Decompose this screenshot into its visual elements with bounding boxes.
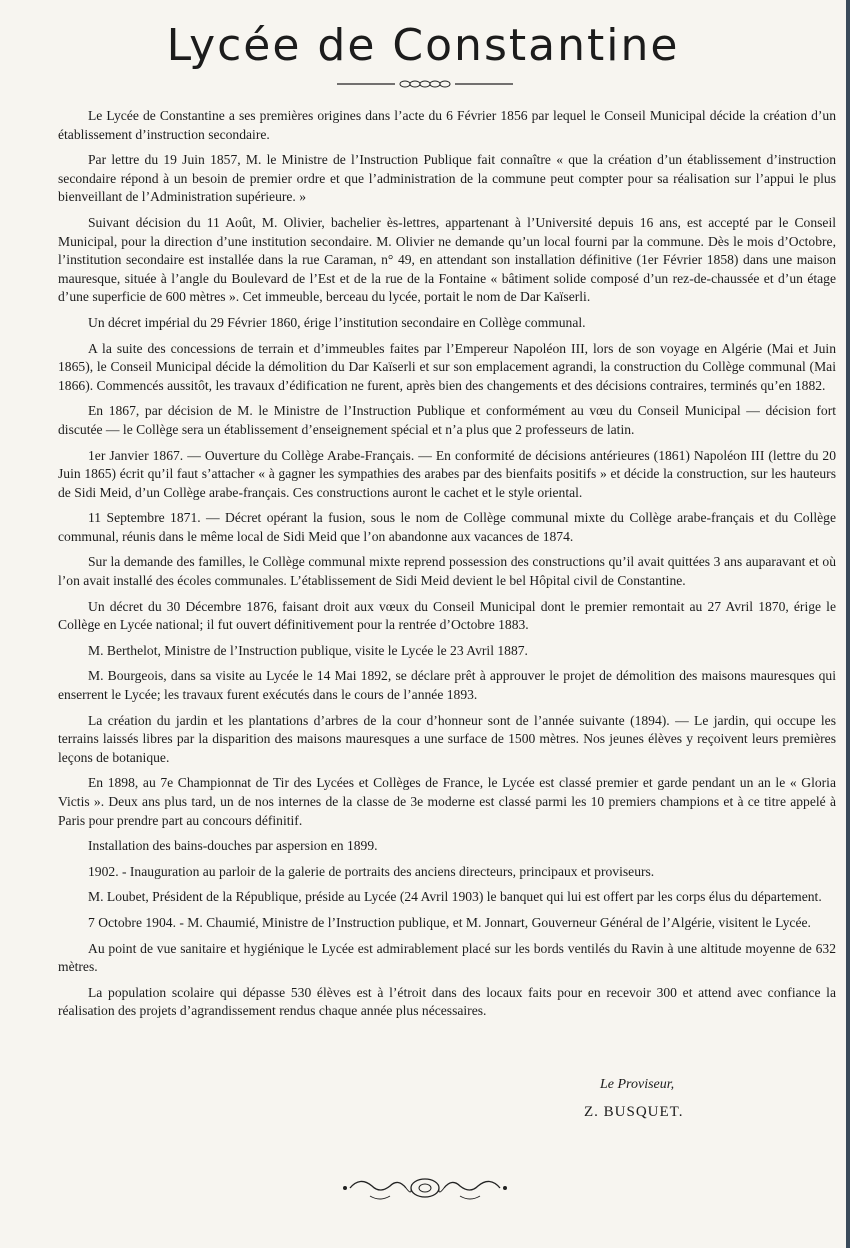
signature-name: Z. BUSQUET.	[584, 1104, 684, 1120]
paragraph: En 1867, par décision de M. le Ministre de l’Instruction Publique et conformément au vœu du Conseil Municipal — décision fort discutée — le Collège sera un établissement d’enseignement spécial et n’a plus que 2 professeurs de latin.	[58, 403, 836, 437]
paragraph: Sur la demande des familles, le Collège communal mixte reprend possession des constructions qu’il avait quittées 3 ans auparavant et où l’on avait installé des écoles communales. L’établissement de Sidi Meid devient le bel Hôpital civil de Constantine.	[58, 554, 836, 589]
paragraph: Le Lycée de Constantine a ses premières origines dans l’acte du 6 Février 1856 par lequel le Conseil Municipal décide la création d’un établissement d’instruction secondaire.	[58, 108, 836, 142]
paragraph: Un décret du 30 Décembre 1876, faisant droit aux vœux du Conseil Municipal dont le premier remontait au 27 Avril 1870, érige le Collège en Lycée national; il fut ouvert définitivement pour la rentrée d’Octobre 1883.	[58, 598, 836, 633]
closing-ornament-icon	[340, 1166, 510, 1210]
paragraph: Au point de vue sanitaire et hygiénique le Lycée est admirablement placé sur les bords ventilés du Ravin à une altitude moyenne de 632 mètres.	[58, 940, 836, 975]
paragraph: La création du jardin et les plantations d’arbres de la cour d’honneur sont de l’année suivante (1894). — Le jardin, qui occupe les terrains laissés libres par la disparition des maisons mauresques a une surface de 1500 mètres. Nos jeunes élèves y reçoivent leurs premières leçons de botanique.	[58, 712, 836, 765]
paragraph: M. Berthelot, Ministre de l’Instruction publique, visite le Lycée le 23 Avril 1887.	[88, 642, 528, 658]
paragraph: La population scolaire qui dépasse 530 élèves est à l’étroit dans des locaux faits pour en recevoir 300 et attend avec confiance la réalisation des projets d’agrandissement rendus chaque année plus nécessaires.	[58, 984, 836, 1019]
paragraph: A la suite des concessions de terrain et d’immeubles faites par l’Empereur Napoléon III, lors de son voyage en Algérie (Mai et Juin 1865), le Conseil Municipal décide la démolition du Dar Kaïserli et sur son emplacement agrandi, la construction du Collège communal (Mai 1866). Commencés aussitôt, les travaux d’édification ne furent, après bien des changements et des décisions contraires, terminés qu’en 1882.	[58, 340, 836, 393]
paragraph: Installation des bains-douches par aspersion en 1899.	[88, 838, 378, 854]
paragraph: M. Loubet, Président de la République, préside au Lycée (24 Avril 1903) le banquet qui lui est offert par les corps élus du département.	[88, 889, 822, 905]
paragraph: 1er Janvier 1867. — Ouverture du Collège Arabe-Français. — En conformité de décisions antérieures (1861) Napoléon III (lettre du 20 Juin 1865) écrit qu’il faut s’attacher « à gagner les sympathies des arabes par des bienfaits positifs » et décide la construction, sur les hauteurs de Sidi Meid, d’un Collège arabe-français. Ces constructions auront le cachet et le style oriental.	[58, 447, 836, 500]
paragraph: 7 Octobre 1904. - M. Chaumié, Ministre de l’Instruction publique, et M. Jonnart, Gouverneur Général de l’Algérie, visitent le Lycée.	[88, 914, 811, 930]
paragraph: Par lettre du 19 Juin 1857, M. le Ministre de l’Instruction Publique fait connaître « que la création d’un établissement d’instruction secondaire répond à un besoin de premier ordre et que l’administration de la commune peut compter pour sa réalisation sur l’appui le plus bienveillant de l’Administration supérieure. »	[58, 152, 836, 205]
page-edge	[846, 0, 850, 1248]
paragraph: Un décret impérial du 29 Février 1860, érige l’institution secondaire en Collège communal.	[88, 314, 586, 330]
title-ornament-icon	[335, 76, 515, 92]
body-text	[58, 107, 836, 1028]
paragraph: 1902. - Inauguration au parloir de la galerie de portraits des anciens directeurs, principaux et proviseurs.	[88, 863, 655, 879]
paragraph: Suivant décision du 11 Août, M. Olivier, bachelier ès-lettres, appartenant à l’Université depuis 16 ans, est accepté par le Conseil Municipal, pour la direction d’une institution secondaire. M. Olivier ne demande qu’un local fourni par la commune. Dès le mois d’Octobre, l’institution secondaire est installée dans la rue Caraman, n° 49, en attendant son installation définitive (1er Février 1858) dans une maison mauresque, située à l’angle du Boulevard de l’Est et de la rue de la Fontaine « bâtiment solide composé d’un rez-de-chaussée et d’un étage d’une superficie de 600 mètres ». Cet immeuble, berceau du lycée, portait le nom de Dar Kaïserli.	[58, 214, 836, 305]
paragraph: 11 Septembre 1871. — Décret opérant la fusion, sous le nom de Collège communal mixte du Collège arabe-français et du Collège communal, réunis dans le même local de Sidi Meid que l’on abandonne aux vacances de 1874.	[58, 510, 836, 544]
signature-role: Le Proviseur,	[600, 1077, 675, 1092]
page-title: Lycée de Constantine	[166, 20, 680, 71]
paragraph: En 1898, au 7e Championnat de Tir des Lycées et Collèges de France, le Lycée est classé premier et garde pendant un an le « Gloria Victis ». Deux ans plus tard, un de nos internes de la classe de 3e moderne est classé parmi les 10 premiers champions et à ce titre appelé à Paris pour prendre part au concours définitif.	[58, 775, 836, 828]
paragraph: M. Bourgeois, dans sa visite au Lycée le 14 Mai 1892, se déclare prêt à approuver le projet de démolition des maisons mauresques qui enserrent le Lycée; les travaux furent exécutés dans le cours de l’année 1893.	[58, 668, 836, 703]
